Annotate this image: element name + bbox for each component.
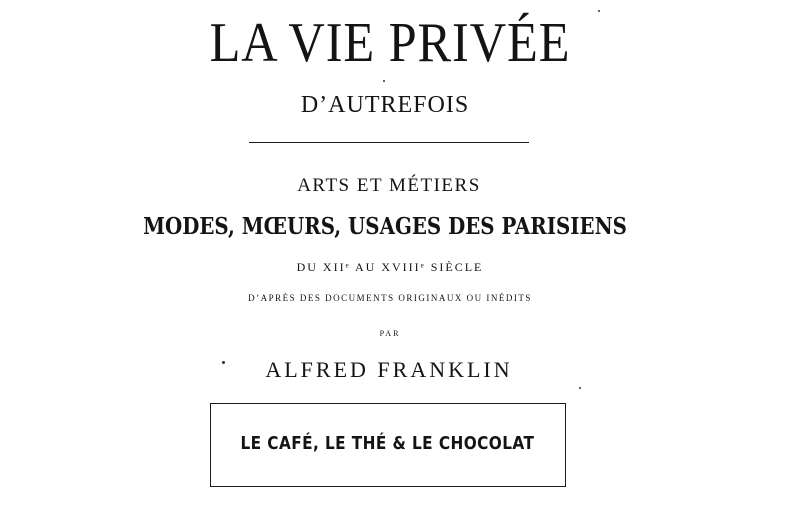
by-label: PAR <box>379 329 401 338</box>
book-title: LA VIE PRIVÉE <box>209 12 571 74</box>
print-speck <box>579 387 581 389</box>
series-arts-metiers: ARTS ET MÉTIERS <box>297 175 481 196</box>
volume-title: LE CAFÉ, LE THÉ & LE CHOCOLAT <box>240 433 535 454</box>
documents-note: D’APRÈS DES DOCUMENTS ORIGINAUX OU INÉDITS <box>248 293 532 303</box>
horizontal-rule <box>249 142 529 143</box>
print-speck <box>383 80 385 82</box>
author-name: ALFRED FRANKLIN <box>265 357 513 382</box>
print-speck <box>222 361 225 364</box>
volume-title-box <box>210 403 566 487</box>
series-modes-moeurs: MODES, MŒURS, USAGES DES PARISIENS <box>143 213 627 240</box>
century-range: DU XIIᵉ AU XVIIIᵉ SIÈCLE <box>296 260 484 274</box>
print-speck <box>598 10 600 12</box>
book-subtitle: D’AUTREFOIS <box>300 92 470 118</box>
